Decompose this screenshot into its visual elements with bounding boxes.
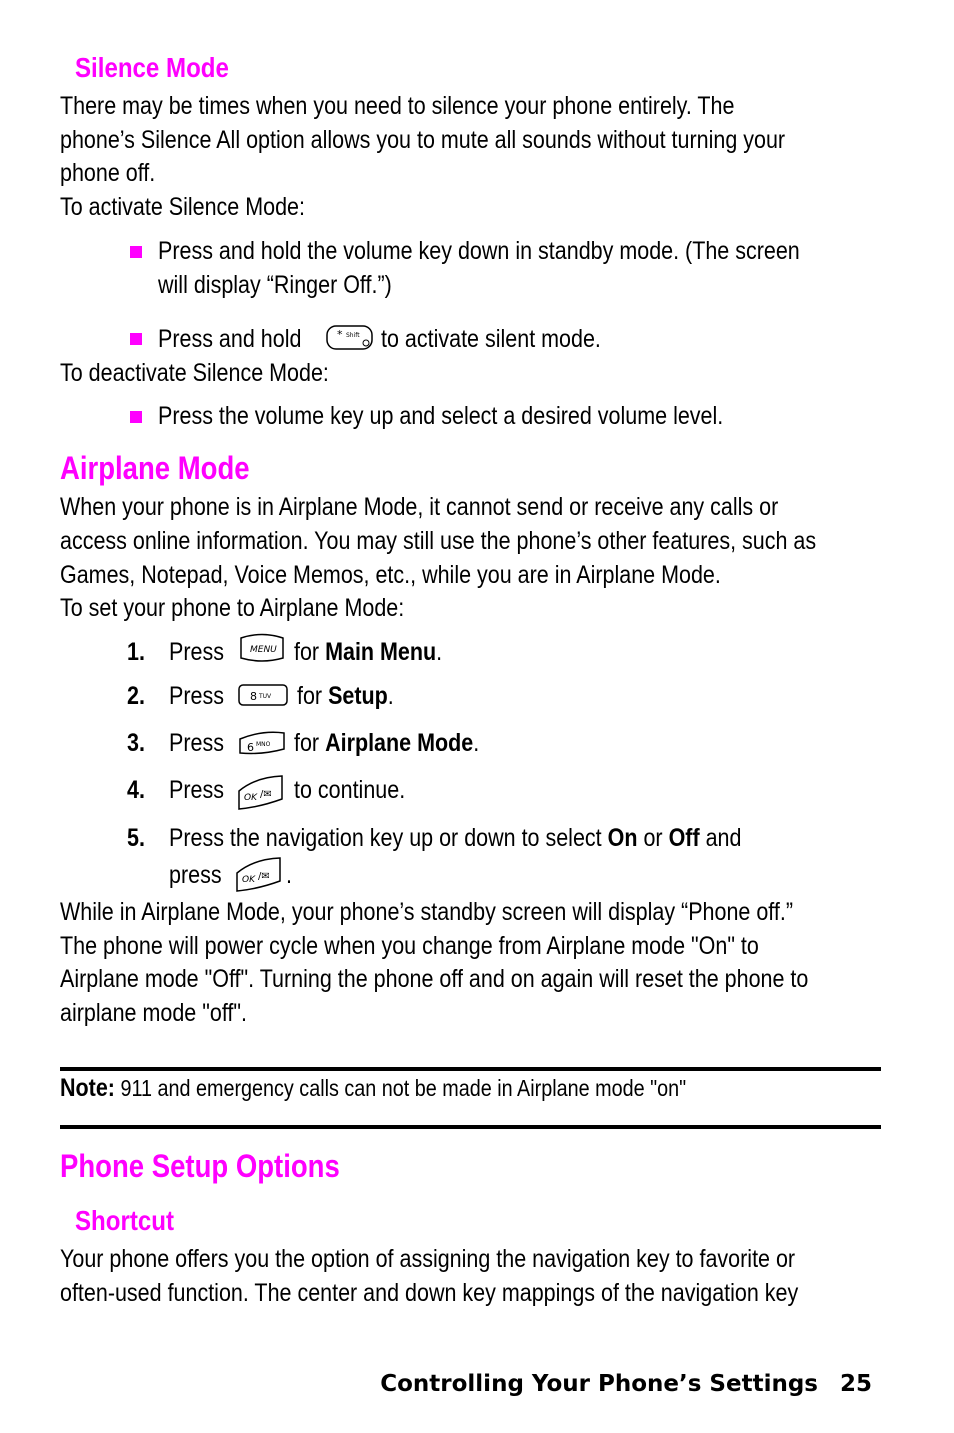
step-text: Press — [169, 682, 224, 710]
note — [60, 1074, 686, 1103]
svg-text:*: * — [337, 328, 343, 341]
svg-text:TUV: TUV — [259, 693, 272, 700]
svg-text:/✉: /✉ — [260, 789, 272, 800]
deactivate-label: To deactivate Silence Mode: — [60, 359, 329, 387]
menu-key-icon — [238, 630, 286, 666]
note-label: Note: — [60, 1074, 115, 1102]
svg-text:OK: OK — [244, 793, 257, 803]
shortcut-line-1: Your phone offers you the option of assigning the navigation key to favorite or — [60, 1245, 796, 1273]
bullet-icon — [130, 333, 142, 345]
bullet-icon — [130, 411, 142, 423]
step-text: Press — [169, 729, 224, 757]
silence-intro-line-2: phone’s Silence All option allows you to mute all sounds without turning your — [60, 126, 786, 154]
step-text: Press — [169, 776, 224, 804]
bullet-text: will display “Ringer Off.”) — [158, 271, 392, 299]
step-text: for Setup. — [297, 682, 394, 710]
ok-key-icon — [234, 855, 284, 893]
step-number: 4. — [127, 776, 145, 804]
8-tuv-key-icon — [238, 683, 290, 709]
set-airplane-label: To set your phone to Airplane Mode: — [60, 594, 405, 622]
silence-mode-heading: Silence Mode — [75, 52, 229, 83]
note-text: 911 and emergency calls can not be made in Airplane mode "on" — [120, 1075, 687, 1101]
svg-text:OK: OK — [242, 875, 255, 885]
svg-text:Shift: Shift — [346, 332, 360, 339]
silence-intro-line-3: phone off. — [60, 159, 156, 187]
shortcut-line-2: often-used function. The center and down key mappings of the navigation key — [60, 1279, 799, 1307]
step-text: for Airplane Mode. — [294, 729, 480, 757]
step-text: . — [286, 861, 292, 889]
airplane-mode-heading: Airplane Mode — [60, 450, 250, 486]
page-footer — [380, 1371, 872, 1397]
shortcut-heading: Shortcut — [75, 1205, 174, 1236]
svg-text:MENU: MENU — [250, 645, 277, 655]
step-text: press — [169, 861, 222, 889]
airplane-intro-line-1: When your phone is in Airplane Mode, it cannot send or receive any calls or — [60, 493, 779, 521]
6-mno-key-icon — [238, 729, 286, 757]
bullet-text: Press the volume key up and select a desired volume level. — [158, 402, 724, 430]
step-text: Press — [169, 638, 224, 666]
airplane-after-line-2: The phone will power cycle when you change from Airplane mode "On" to — [60, 932, 759, 960]
airplane-intro-line-3: Games, Notepad, Voice Memos, etc., while you are in Airplane Mode. — [60, 561, 721, 589]
svg-text:6: 6 — [247, 741, 254, 754]
svg-text:8: 8 — [250, 690, 257, 703]
ok-key-icon — [236, 773, 286, 811]
step-text: to continue. — [294, 776, 406, 804]
activate-label: To activate Silence Mode: — [60, 193, 306, 221]
page-number: 25 — [839, 1371, 872, 1397]
svg-text:MNO: MNO — [256, 741, 271, 748]
svg-text:/✉: /✉ — [258, 871, 270, 882]
step-number: 1. — [127, 638, 145, 666]
bullet-text: to activate silent mode. — [381, 325, 601, 353]
bullet-icon — [130, 246, 142, 258]
note-top-rule — [60, 1067, 881, 1071]
step-number: 2. — [127, 682, 145, 710]
step-text: Press the navigation key up or down to select On or Off and — [169, 824, 742, 852]
step-number: 3. — [127, 729, 145, 757]
airplane-after-line-1: While in Airplane Mode, your phone’s standby screen will display “Phone off.” — [60, 898, 794, 926]
airplane-after-line-3: Airplane mode "Off". Turning the phone off and on again will reset the phone to — [60, 965, 809, 993]
phone-setup-heading: Phone Setup Options — [60, 1148, 340, 1184]
bullet-text: Press and hold the volume key down in standby mode. (The screen — [158, 237, 800, 265]
bullet-text: Press and hold — [158, 325, 302, 353]
silence-intro-line-1: There may be times when you need to silence your phone entirely. The — [60, 92, 735, 120]
note-bottom-rule — [60, 1125, 881, 1129]
step-number: 5. — [127, 824, 145, 852]
step-text: for Main Menu. — [294, 638, 443, 666]
footer-title: Controlling Your Phone’s Settings — [380, 1371, 818, 1397]
airplane-after-line-4: airplane mode "off". — [60, 999, 247, 1027]
airplane-intro-line-2: access online information. You may still use the phone’s other features, such as — [60, 527, 817, 555]
star-shift-key-icon — [326, 324, 374, 352]
